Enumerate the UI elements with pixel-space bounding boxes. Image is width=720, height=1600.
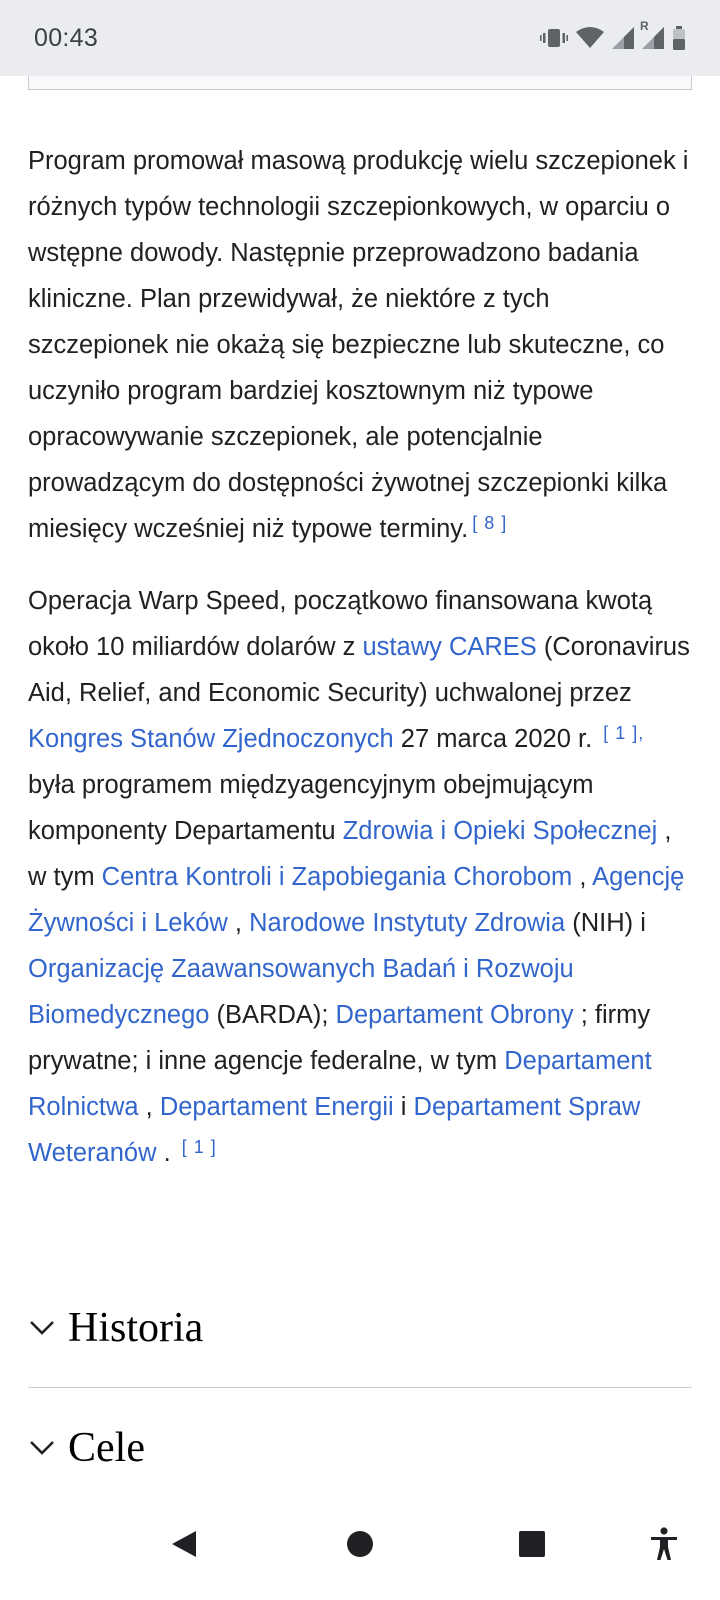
link-zdrowia-opieki[interactable]: Zdrowia i Opieki Społecznej <box>342 817 658 845</box>
citation-ref-1[interactable]: [ 1 ], <box>603 723 645 743</box>
link-departament-weteranow[interactable]: Departament Spraw Weteranów <box>28 1093 641 1167</box>
text-span: , <box>138 1093 160 1121</box>
text-span: , w tym <box>28 817 672 891</box>
link-ustawy-cares[interactable]: ustawy CARES <box>362 633 537 661</box>
section-historia[interactable] <box>28 1268 692 1388</box>
text-span: i <box>393 1093 414 1121</box>
link-fda[interactable]: Agencję Żywności i Leków <box>28 863 685 937</box>
text-span: , <box>227 909 250 937</box>
section-heading: Historia <box>68 1304 204 1351</box>
link-departament-rolnictwa[interactable]: Departament Rolnictwa <box>28 1047 652 1121</box>
roaming-label: R <box>640 19 649 33</box>
text-span: (BARDA); <box>209 1001 336 1029</box>
back-icon[interactable] <box>150 1510 218 1578</box>
text-span: Operacja Warp Speed, początkowo finansowana kwotą około 10 miliardów dolarów z <box>28 587 653 661</box>
signal-roaming-icon <box>640 19 664 49</box>
navigation-bar <box>0 1488 720 1600</box>
text-span: ; firmy prywatne; i inne agencje federalne, w tym <box>28 1001 651 1075</box>
chevron-down-icon <box>28 1314 56 1342</box>
status-time: 00:43 <box>34 23 99 52</box>
vibrate-icon <box>540 26 568 50</box>
link-departament-obrony[interactable]: Departament Obrony <box>335 1001 574 1029</box>
text-span: . <box>156 1139 178 1167</box>
citation-ref-8[interactable]: [ 8 ] <box>472 513 508 533</box>
link-nih[interactable]: Narodowe Instytuty Zdrowia <box>249 909 566 937</box>
chevron-down-icon <box>28 1434 56 1462</box>
paragraph-1-text: Program promował masową produkcję wielu szczepionek i różnych typów technologii szczepionkowych, w oparciu o wstępne dowody. Następnie przeprowadzono badania kliniczne. Plan przewidywał, że niektóre z tych szczepionek nie okażą się bezpieczne lub skuteczne, co uczyniło program bardziej kosztownym niż typowe opracowywanie szczepionek, ale potencjalnie prowadzącym do dostępności żywotnej szczepionki kilka miesięcy wcześniej niż typowe terminy. <box>28 147 689 543</box>
text-span: była programem międzyagencyjnym obejmującym komponenty Departamentu <box>28 771 594 845</box>
accessibility-icon[interactable] <box>630 1510 698 1578</box>
status-bar <box>0 0 720 76</box>
paragraph-1 <box>28 138 692 552</box>
text-span: (NIH) i <box>565 909 646 937</box>
battery-icon <box>672 26 686 50</box>
wifi-icon <box>576 27 604 49</box>
text-span: (Coronavirus Aid, Relief, and Economic Security) uchwalonej przez <box>28 633 690 707</box>
paragraph-2 <box>28 578 692 1176</box>
link-cdc[interactable]: Centra Kontroli i Zapobiegania Chorobom <box>101 863 573 891</box>
home-icon[interactable] <box>326 1510 394 1578</box>
link-departament-energii[interactable]: Departament Energii <box>159 1093 394 1121</box>
text-span: , <box>572 863 593 891</box>
link-kongres[interactable]: Kongres Stanów Zjednoczonych <box>28 725 394 753</box>
citation-ref-1-second[interactable]: [ 1 ] <box>181 1137 217 1157</box>
status-icons <box>540 19 686 50</box>
section-heading: Cele <box>68 1424 145 1471</box>
text-span: 27 marca 2020 r. <box>393 725 600 753</box>
signal-icon <box>612 27 634 49</box>
article-content <box>28 138 692 1176</box>
link-barda[interactable]: Organizację Zaawansowanych Badań i Rozwoju Biomedycznego <box>28 955 574 1029</box>
recents-icon[interactable] <box>498 1510 566 1578</box>
